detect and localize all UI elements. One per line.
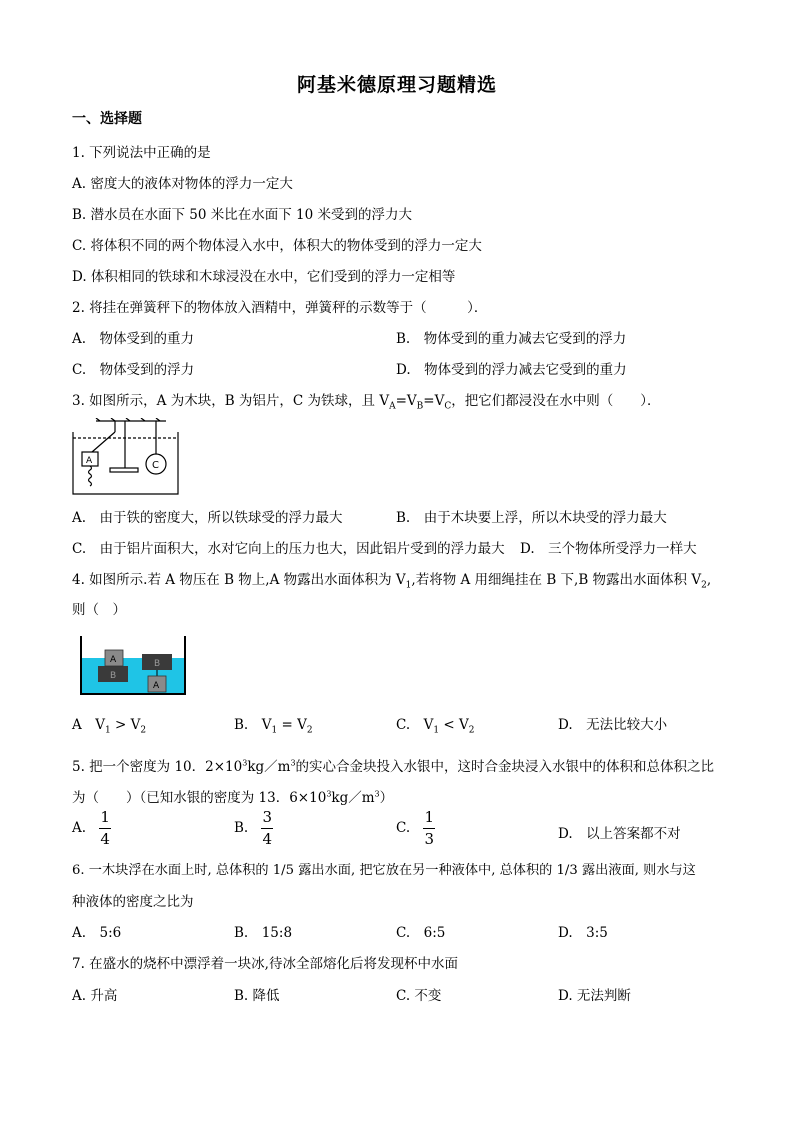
q4-option-c-sub2: 2 <box>468 725 475 736</box>
q4-option-a-pre: A V <box>72 717 105 733</box>
q1-option-b: B. 潜水员在水面下 50 米比在水面下 10 米受到的浮力大 <box>72 207 413 223</box>
q5-line2-mid: kg／m <box>331 790 375 806</box>
q5-option-b-label: B. <box>234 820 249 836</box>
q3-eq-2: =V <box>423 393 445 409</box>
q5-exp-3: 3 <box>326 789 332 799</box>
q5-option-b-num: 3 <box>262 808 273 826</box>
q4-label-b-right: B <box>154 659 161 669</box>
page-title: 阿基米德原理习题精选 <box>296 74 497 96</box>
q3-aluminum-sheet-b <box>110 468 138 472</box>
q5-option-a-fraction <box>98 810 112 847</box>
q3-stem <box>72 389 660 412</box>
q2-stem: 2. 将挂在弹簧秤下的物体放入酒精中，弹簧秤的示数等于（ ）． <box>72 300 488 316</box>
q3-option-a: A. 由于铁的密度大，所以铁球受的浮力最大 <box>72 510 343 526</box>
q5-option-c-label: C. <box>396 820 411 836</box>
q6-stem-line2: 种液体的密度之比为 <box>72 894 194 910</box>
q5-exp-2: 3 <box>290 758 296 768</box>
q5-option-d: D. 以上答案都不对 <box>558 826 681 842</box>
q5-line1-pre: 5. 把一个密度为 10．2×10 <box>72 759 243 775</box>
q3-sub-a: A <box>389 401 396 412</box>
q5-line1-mid: kg／m <box>247 759 291 775</box>
q4-label-a-hanging: A <box>153 681 160 691</box>
q4-option-a-sub2: 2 <box>140 725 147 736</box>
q4-label-a-top: A <box>110 655 117 665</box>
q5-option-a-num: 1 <box>100 808 110 826</box>
q6-option-d: D. 3:5 <box>558 925 608 941</box>
q2-option-a: A. 物体受到的重力 <box>72 331 195 347</box>
q4-option-b-sub1: 1 <box>271 725 278 736</box>
q3-option-d: D. 三个物体所受浮力一样大 <box>520 541 697 557</box>
q4-option-c-pre: C. V <box>396 717 434 733</box>
q5-option-c-bar <box>423 828 435 829</box>
q3-stem-post: ，把它们都浸没在水中则（ ）． <box>451 393 661 409</box>
q6-option-a: A. 5:6 <box>72 925 122 941</box>
q5-line2-pre: 为（ ）（已知水银的密度为 13．6×10 <box>72 790 327 806</box>
q3-stem-pre: 3. 如图所示，A 为木块，B 为铝片，C 为铁球，且 V <box>72 393 390 409</box>
q5-option-b-den: 4 <box>262 830 273 848</box>
q5-stem-line2 <box>72 786 393 806</box>
q4-option-d: D. 无法比较大小 <box>558 717 668 733</box>
q5-option-a-bar <box>99 828 111 829</box>
q7-stem: 7. 在盛水的烧杯中漂浮着一块冰,待冰全部熔化后将发现杯中水面 <box>72 956 458 972</box>
q5-option-a-label: A. <box>72 820 87 836</box>
q4-option-b-pre: B. V <box>234 717 272 733</box>
q3-spring <box>89 466 92 486</box>
q5-option-b-fraction <box>261 810 275 847</box>
q5-option-c <box>396 810 436 847</box>
q4-option-c-sub1: 1 <box>433 725 440 736</box>
q1-option-d: D. 体积相同的铁球和木球浸没在水中，它们受到的浮力一定相等 <box>72 269 456 285</box>
q1-option-c: C. 将体积不同的两个物体浸入水中，体积大的物体受到的浮力一定大 <box>72 238 482 254</box>
q7-option-a: A. 升高 <box>72 988 118 1004</box>
q4-option-a <box>72 713 146 736</box>
q5-option-c-fraction <box>422 810 436 847</box>
q3-eq-1: =V <box>395 393 417 409</box>
q5-stem-line1 <box>72 755 714 775</box>
q5-option-c-num: 1 <box>424 808 434 826</box>
q4-option-b <box>234 713 313 736</box>
q5-option-b-bar <box>261 828 273 829</box>
q4-option-a-mid: > V <box>110 717 141 733</box>
q5-option-c-den: 3 <box>424 830 434 848</box>
q3-label-a: A <box>86 456 93 466</box>
q5-option-a-den: 4 <box>100 830 110 848</box>
q5-option-b <box>234 810 274 847</box>
q2-option-b: B. 物体受到的重力减去它受到的浮力 <box>396 331 627 347</box>
q3-option-c: C. 由于铝片面积大，水对它向上的压力也大，因此铝片受到的浮力最大 <box>72 541 505 557</box>
q4-option-b-sub2: 2 <box>306 725 313 736</box>
q4-figure <box>76 634 190 698</box>
q4-sub-2: 2 <box>701 580 707 591</box>
q5-line2-post: ） <box>379 790 394 806</box>
q6-stem-line1: 6. 一木块浮在水面上时, 总体积的 1/5 露出水面, 把它放在另一种液体中, 总体积的 1/3 露出液面, 则水与这 <box>72 863 696 878</box>
q3-figure <box>70 418 182 498</box>
q4-label-b-left: B <box>110 671 117 681</box>
q4-line1-mid: ,若将物 A 用细绳挂在 B 下,B 物露出水面体积 V <box>411 572 702 588</box>
q5-exp-1: 3 <box>242 758 248 768</box>
q4-sub-1: 1 <box>405 580 412 591</box>
q7-option-b: B. 降低 <box>234 988 280 1004</box>
q6-option-b: B. 15:8 <box>234 925 293 941</box>
q5-line1-post: 的实心合金块投入水银中，这时合金块浸入水银中的体积和总体积之比 <box>295 759 715 775</box>
q7-option-d: D. 无法判断 <box>558 988 631 1004</box>
q6-option-c: C. 6:5 <box>396 925 446 941</box>
q4-line1-end: , <box>706 572 712 588</box>
q1-option-a: A. 密度大的液体对物体的浮力一定大 <box>72 176 293 192</box>
q3-sub-b: B <box>416 401 424 412</box>
q7-option-c: C. 不变 <box>396 988 442 1004</box>
q4-stem-line2: 则（ ） <box>72 602 126 618</box>
section-heading: 一、选择题 <box>72 111 142 127</box>
q3-sub-c: C <box>444 401 452 412</box>
q3-option-b: B. 由于木块要上浮，所以木块受的浮力最大 <box>396 510 667 526</box>
q3-label-c: C <box>152 460 159 471</box>
q4-option-c-mid: < V <box>439 717 469 733</box>
q5-option-a <box>72 810 112 847</box>
q2-option-c: C. 物体受到的浮力 <box>72 362 195 378</box>
q4-option-a-sub1: 1 <box>105 725 111 736</box>
q5-exp-4: 3 <box>374 789 380 799</box>
q2-option-d: D. 物体受到的浮力减去它受到的重力 <box>396 362 627 378</box>
q4-option-b-mid: = V <box>277 717 307 733</box>
q4-option-c <box>396 713 475 736</box>
q4-stem-line1 <box>72 568 711 591</box>
q1-stem: 1. 下列说法中正确的是 <box>72 145 211 161</box>
q4-line1-pre: 4. 如图所示.若 A 物压在 B 物上,A 物露出水面体积为 V <box>72 572 406 588</box>
